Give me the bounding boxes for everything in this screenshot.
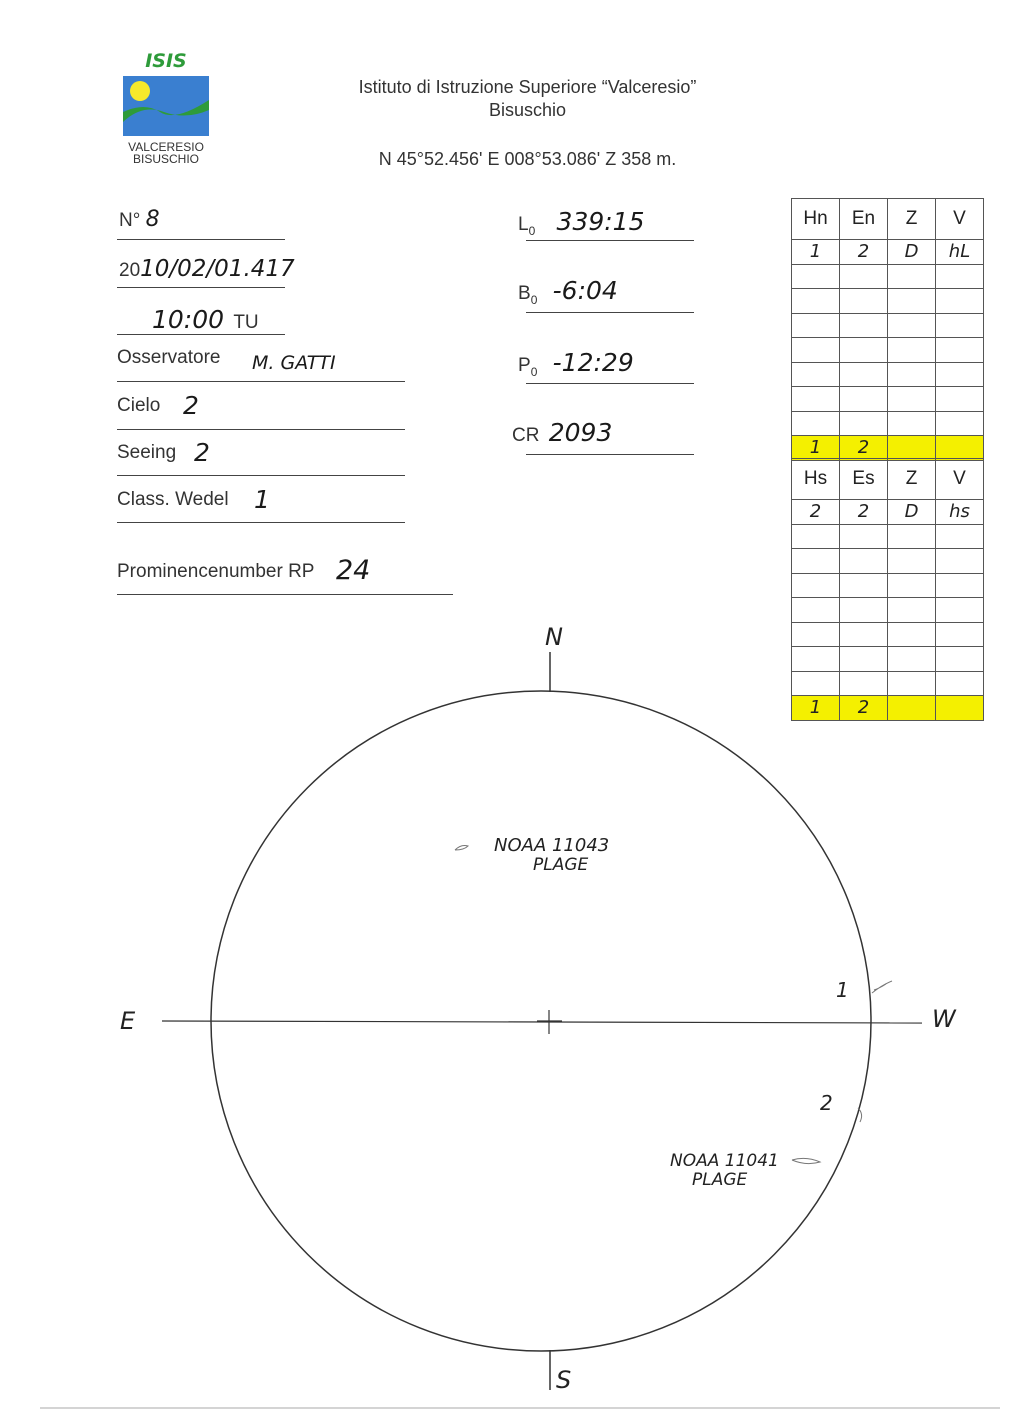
site-coordinates: N 45°52.456' E 008°53.086' Z 358 m. [378, 149, 677, 169]
table-header: Hs [792, 459, 840, 500]
date-prefix: 20 [119, 260, 141, 281]
p0-label: P [518, 355, 531, 376]
l0-value: 339:15 [556, 207, 645, 236]
total-cell: 1 [792, 436, 840, 461]
l0-sub: 0 [528, 223, 536, 238]
table-cell: 2 [840, 240, 888, 265]
rp-value: 24 [336, 555, 371, 586]
logo-line2: BISUSCHIO [132, 152, 199, 166]
p0-value: -12:29 [552, 348, 634, 377]
number-label: N° [119, 210, 141, 231]
logo-line1: VALCERESIO [128, 140, 204, 154]
l0-label: L [518, 214, 529, 235]
region-2-type: PLAGE [692, 1170, 748, 1190]
observer-value: M. GATTI [252, 352, 336, 374]
table-header: Z [888, 199, 936, 240]
prominence-2-label: 2 [820, 1091, 833, 1115]
prominence-1-mark [872, 981, 892, 993]
table-cell: 1 [792, 240, 840, 265]
table-cell: 2 [792, 500, 840, 525]
wedel-value: 1 [254, 485, 270, 514]
table-cell: D [888, 240, 936, 265]
table-header: V [936, 199, 984, 240]
north-label: N [545, 623, 563, 651]
east-label: E [120, 1007, 136, 1035]
logo-brand: ISIS [145, 50, 187, 72]
prominence-1-label: 1 [836, 978, 849, 1002]
number-value: 8 [145, 207, 160, 232]
b0-value: -6:04 [552, 276, 618, 305]
region-2-label: NOAA 11041 [670, 1151, 779, 1171]
institute-town: Bisuschio [488, 100, 567, 120]
region-1-mark [455, 846, 468, 851]
cr-label: CR [512, 425, 540, 446]
table-header: En [840, 199, 888, 240]
institute-name: Istituto di Istruzione Superiore “Valceresio” [358, 77, 697, 97]
table-cell: D [888, 500, 936, 525]
table-cell: hs [936, 500, 984, 525]
seeing-label: Seeing [117, 442, 177, 463]
rp-label: Prominencenumber RP [117, 561, 315, 582]
table-header: V [936, 459, 984, 500]
region-2-mark [792, 1158, 820, 1163]
time-unit: TU [233, 312, 259, 333]
time-value: 10:00 [152, 305, 225, 334]
total-cell: 2 [840, 436, 888, 461]
wedel-label: Class. Wedel [117, 489, 229, 510]
seeing-value: 2 [194, 438, 210, 467]
table-header: Hn [792, 199, 840, 240]
sky-value: 2 [183, 391, 199, 420]
observer-label: Osservatore [117, 347, 221, 368]
sky-label: Cielo [117, 395, 161, 416]
region-1-type: PLAGE [533, 855, 589, 875]
west-label: W [932, 1005, 956, 1033]
table-header: Z [888, 459, 936, 500]
table-cell: hL [936, 240, 984, 265]
south-label: S [556, 1366, 572, 1394]
p0-sub: 0 [530, 364, 538, 379]
b0-sub: 0 [530, 292, 538, 307]
b0-label: B [518, 283, 531, 304]
total-cell: 1 [792, 696, 840, 721]
table-header: Es [840, 459, 888, 500]
table-cell: 2 [840, 500, 888, 525]
total-cell: 2 [840, 696, 888, 721]
date-value: 10/02/01.417 [140, 256, 295, 282]
cr-value: 2093 [548, 418, 613, 447]
region-1-label: NOAA 11043 [494, 835, 610, 856]
